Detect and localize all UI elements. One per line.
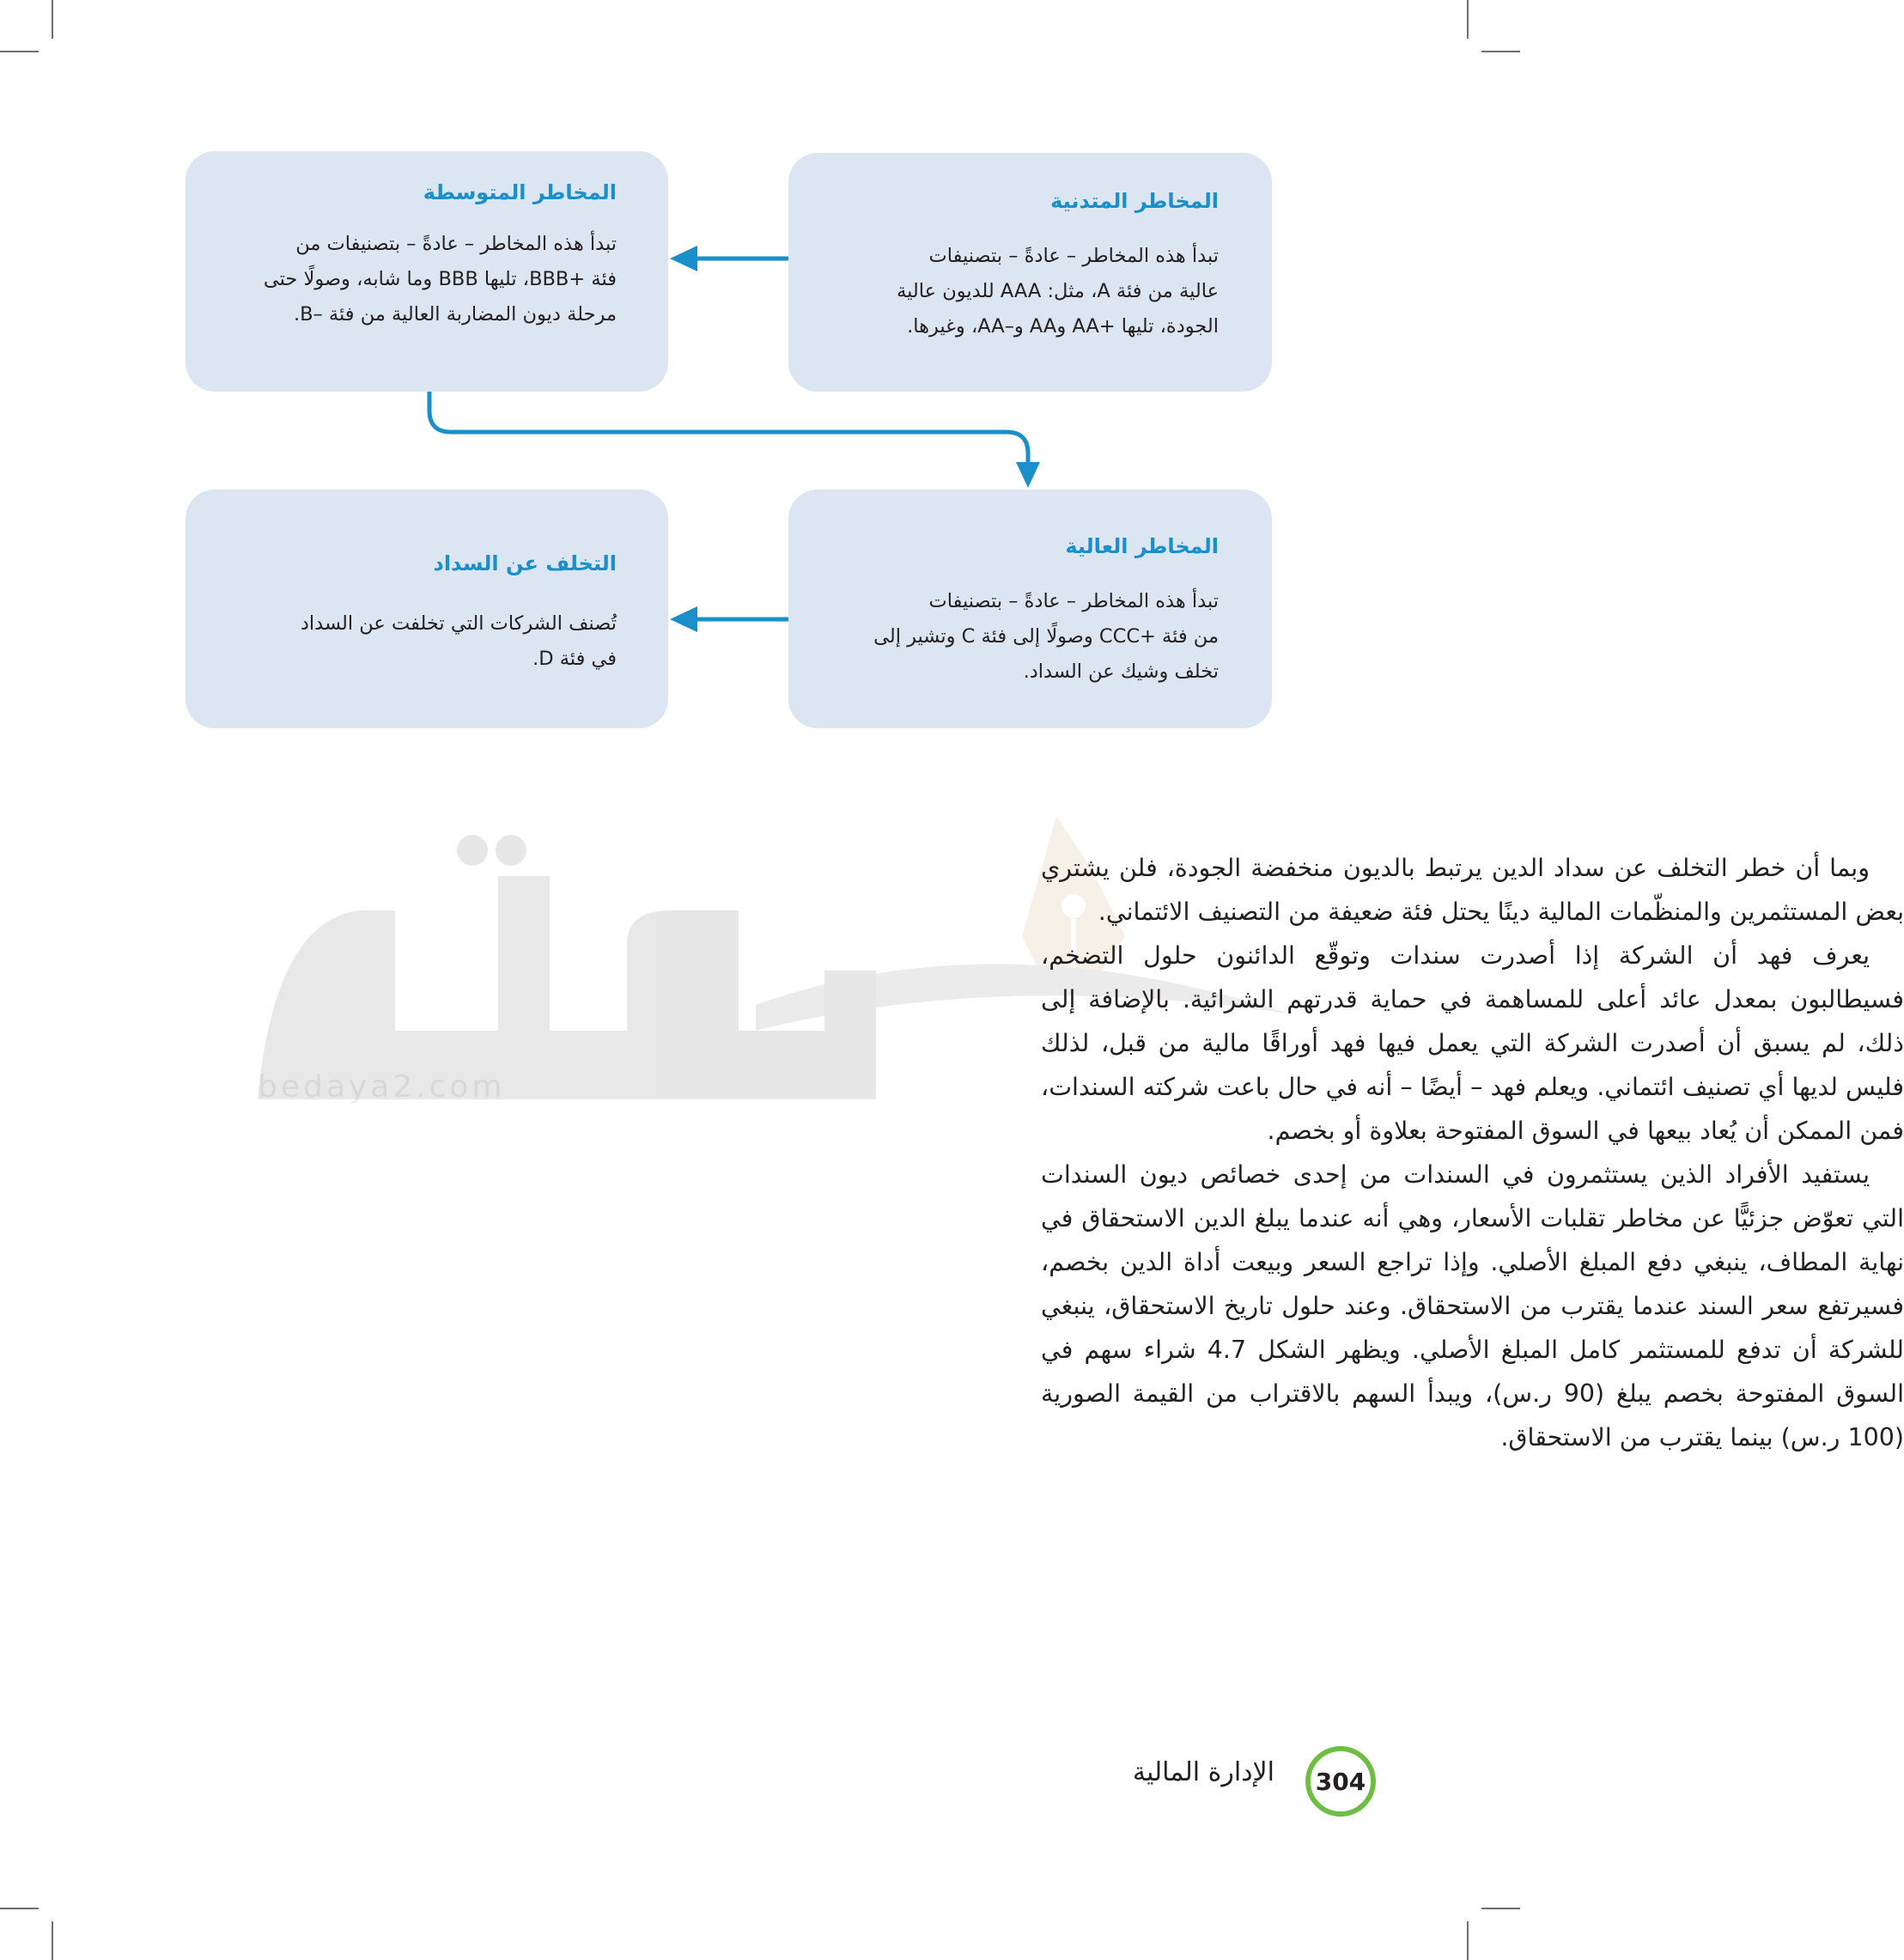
box-default xyxy=(186,490,668,728)
box-line: من فئة +CCC وصولًا إلى فئة C وتشير إلى xyxy=(873,625,1219,648)
box-title: المخاطر العالية xyxy=(1065,534,1219,558)
crop-mark xyxy=(1481,1908,1520,1909)
box-line: مرحلة ديون المضاربة العالية من فئة –B. xyxy=(293,303,617,326)
arrowhead-down xyxy=(1016,462,1040,488)
arrow-medium-to-high xyxy=(429,392,1028,464)
arrowhead-left xyxy=(670,246,697,271)
box-line: تبدأ هذه المخاطر – عادةً – بتصنيفات xyxy=(928,245,1219,267)
paragraph: يستفيد الأفراد الذين يستثمرون في السندات من إحدى خصائص ديون السندات التي تعوّض جزئيًّا عن مخاطر تقلبات الأسعار، وهي أنه عندما يبلغ الدين الاستحقاق في نهاية المطاف، ينبغي دفع المبلغ الأصلي. وإذا تراجع السعر وبيعت أداة الدين بخصم، فسيرتفع سعر السند عندما يقترب من الاستحقاق. وعند حلول تاريخ الاستحقاق، ينبغي للشركة أن تدفع للمستثمر كامل المبلغ الأصلي. ويظهر الشكل 4.7 شراء سهم في السوق المفتوحة بخصم يبلغ (90 ر.س)، ويبدأ السهم بالاقتراب من القيمة الصورية (100 ر.س) بينما يقترب من الاستحقاق. xyxy=(1041,1160,1904,1452)
paragraph: يعرف فهد أن الشركة إذا أصدرت سندات وتوقّع الدائنون حلول التضخم، فسيطالبون بمعدل عائد أعلى للمساهمة في حماية قدرتهم الشرائية. بالإضافة إلى ذلك، لم يسبق أن أصدرت الشركة التي يعمل فيها فهد أوراقًا مالية من قبل، لذلك فليس لديها أي تصنيف ائتماني. ويعلم فهد – أيضًا – أنه في حال باعت شركته السندات، فمن الممكن أن يُعاد بيعها في السوق المفتوحة بعلاوة أو بخصم. xyxy=(1041,941,1904,1145)
page-number: 304 xyxy=(1305,1746,1376,1817)
box-title: التخلف عن السداد xyxy=(433,551,617,575)
box-title: المخاطر المتدنية xyxy=(1050,189,1219,213)
box-line: عالية من فئة A، مثل: AAA للديون عالية xyxy=(897,280,1219,302)
box-medium-risk xyxy=(186,151,668,392)
box-line: الجودة، تليها +AA وAA و–AA، وغيرها. xyxy=(907,315,1219,338)
box-title: المخاطر المتوسطة xyxy=(423,180,617,204)
box-line: تُصنف الشركات التي تخلفت عن السداد xyxy=(300,612,617,635)
arrowhead-left xyxy=(670,606,697,632)
watermark-url: bedaya2.com xyxy=(258,1069,506,1105)
box-line: في فئة D. xyxy=(532,648,617,670)
crop-mark xyxy=(52,1921,53,1960)
book-title: الإدارة المالية xyxy=(1132,1757,1274,1787)
box-line: تبدأ هذه المخاطر – عادةً – بتصنيفات من xyxy=(295,233,617,255)
box-line: تبدأ هذه المخاطر – عادةً – بتصنيفات xyxy=(928,590,1219,612)
paragraph: وبما أن خطر التخلف عن سداد الدين يرتبط بالديون منخفضة الجودة، فلن يشتري بعض المستثمرين والمنظّمات المالية دينًا يحتل فئة ضعيفة من التصنيف الائتماني. xyxy=(1041,854,1904,926)
box-line: فئة +BBB، تليها BBB وما شابه، وصولًا حتى xyxy=(263,268,617,290)
crop-mark xyxy=(1467,1921,1469,1960)
box-high-risk xyxy=(788,490,1272,728)
box-line: تخلف وشيك عن السداد. xyxy=(1023,660,1219,683)
crop-mark xyxy=(0,1908,39,1909)
box-declining-risk xyxy=(788,153,1272,392)
